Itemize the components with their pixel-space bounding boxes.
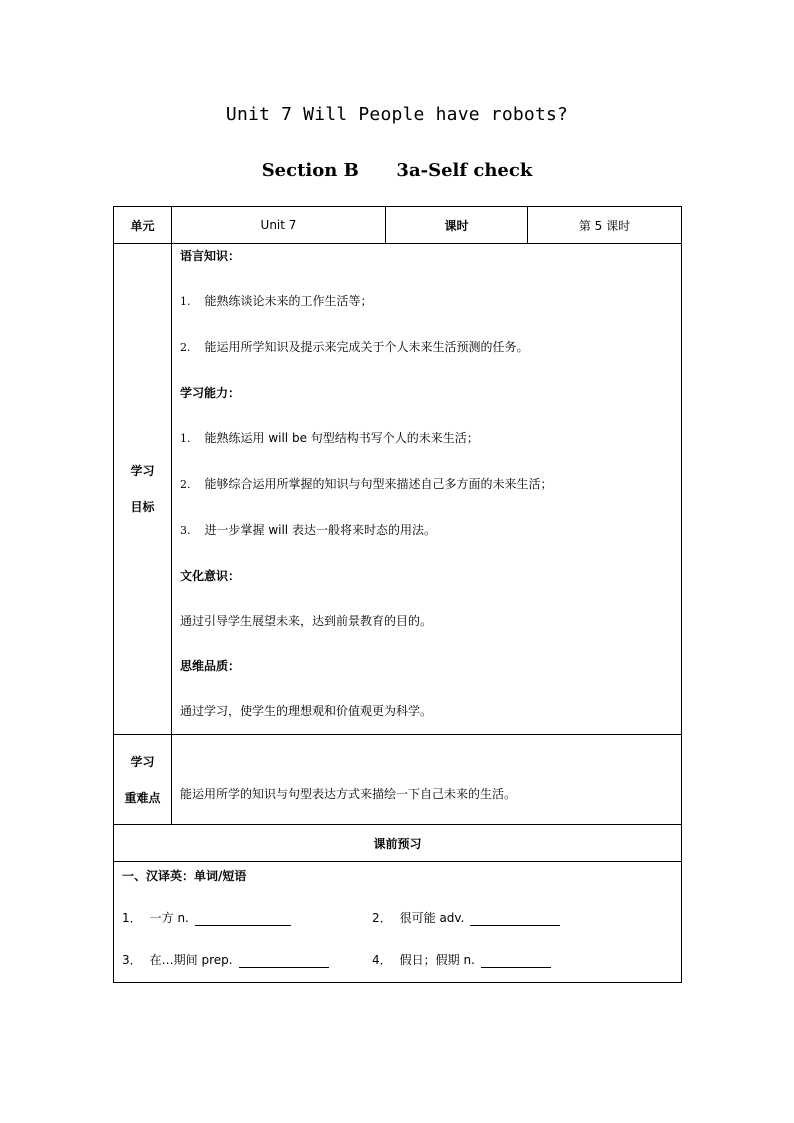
exercise-prompt: 很可能 adv. (399, 911, 465, 925)
goal-item-text: 能熟练谈论未来的工作生活等； (204, 294, 373, 308)
goals-list (172, 244, 681, 729)
exercise-item (372, 952, 551, 968)
exercise-item (122, 952, 372, 968)
goal-text: 通过学习，使学生的理想观和价值观更为科学。 (180, 704, 433, 718)
goals-label-line2: 目标 (130, 500, 155, 514)
header-row (114, 207, 682, 244)
exercise-number: 2． (372, 911, 392, 925)
exercise-prompt: 假日；假期 n. (399, 953, 475, 967)
goal-item-number: 1. (180, 295, 191, 308)
exercise-prompt: 一方 n. (149, 911, 189, 925)
goal-text: 通过引导学生展望未来，达到前景教育的目的。 (180, 614, 433, 628)
goal-item-number: 1. (180, 432, 191, 445)
unit-label: 单元 (114, 207, 172, 244)
key-points-content-cell (172, 735, 682, 825)
answer-blank[interactable] (470, 913, 560, 926)
goal-item-number: 2. (180, 341, 191, 354)
exercise-heading: 一、汉译英：单词/短语 (122, 869, 247, 883)
answer-blank[interactable] (195, 913, 291, 926)
document-title: Unit 7 Will People have robots? (225, 104, 569, 125)
goal-list-item (180, 522, 673, 539)
exercise-item (372, 910, 560, 926)
lesson-plan-table (113, 206, 682, 983)
goal-list-item (180, 476, 673, 493)
exercise-prompt: 在…期间 prep. (149, 953, 233, 967)
preview-title: 课前预习 (114, 825, 682, 862)
goals-content-cell (172, 244, 682, 735)
goal-item-text: 进一步掌握 will 表达一般将来时态的用法。 (204, 523, 436, 537)
goal-item-number: 3. (180, 524, 191, 537)
preview-content-row (114, 862, 682, 983)
goal-item-text: 能够综合运用所掌握的知识与句型来描述自己多方面的未来生活； (204, 477, 553, 491)
exercise-number: 3． (122, 953, 142, 967)
goal-item-text: 能熟练运用 will be 句型结构书写个人的未来生活； (204, 431, 479, 445)
period-label: 课时 (386, 207, 528, 244)
document-subtitle: Section B 3a-Self check (261, 160, 533, 181)
exercise-row (122, 910, 673, 926)
preview-title-row (114, 825, 682, 862)
preview-content-cell (114, 862, 682, 983)
goal-section-heading: 文化意识： (180, 569, 241, 583)
exercise-number: 4． (372, 953, 392, 967)
answer-blank[interactable] (481, 955, 551, 968)
exercise-item (122, 910, 372, 926)
goal-item-text: 能运用所学知识及提示来完成关于个人未来生活预测的任务。 (204, 340, 529, 354)
key-points-label-cell (114, 735, 172, 825)
key-points-label-line2: 重难点 (124, 790, 161, 805)
goals-label-line1: 学习 (130, 464, 155, 478)
period-value: 第 5 课时 (528, 207, 682, 244)
key-points-row (114, 735, 682, 825)
goal-item-number: 2. (180, 478, 191, 491)
unit-value: Unit 7 (172, 207, 386, 244)
goal-list-item (180, 430, 673, 447)
goal-list-item (180, 339, 673, 356)
exercise-number: 1． (122, 911, 142, 925)
key-points-text: 能运用所学的知识与句型表达方式来描绘一下自己未来的生活。 (180, 786, 517, 801)
goal-section-heading: 学习能力： (180, 386, 241, 400)
goal-list-item (180, 293, 673, 310)
exercise-row (122, 952, 673, 968)
exercise-block (114, 862, 681, 982)
answer-blank[interactable] (239, 955, 329, 968)
goals-label-cell (114, 244, 172, 735)
goals-row (114, 244, 682, 735)
goal-section-heading: 思维品质： (180, 659, 241, 673)
goal-section-heading: 语言知识： (180, 249, 241, 263)
key-points-label-line1: 学习 (130, 754, 155, 769)
